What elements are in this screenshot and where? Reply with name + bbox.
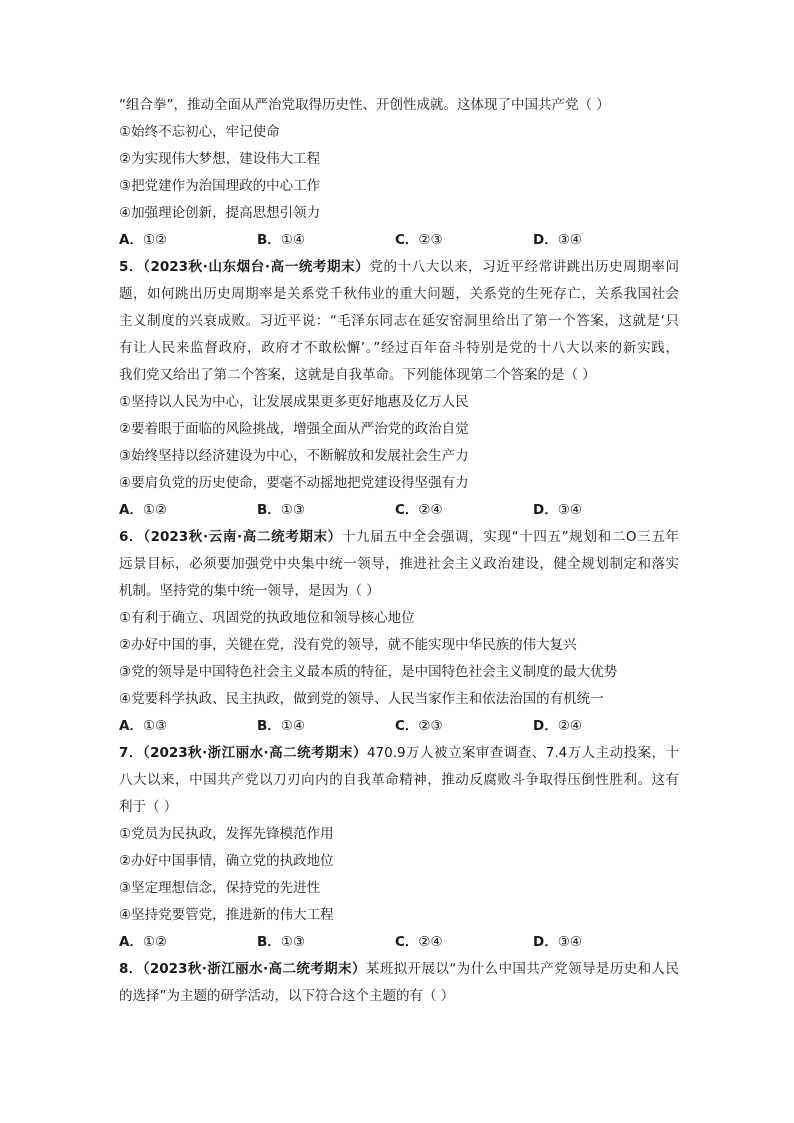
q5-option-c xyxy=(395,497,533,524)
q7-item-2: ②办好中国事情，确立党的执政地位 xyxy=(119,853,334,869)
q5-stem-line-2: 题，如何跳出历史周期率是关系党千秋伟业的重大问题，关系党的生死存亡，关系我国社会 xyxy=(119,286,679,302)
q7-item-3: ③坚定理想信念，保持党的先进性 xyxy=(119,880,321,896)
q4-item-2: ②为实现伟大梦想，建设伟大工程 xyxy=(119,151,321,167)
q6-item-2: ②办好中国的事，关键在党，没有党的领导，就不能实现中华民族的伟大复兴 xyxy=(119,637,577,653)
question-number: 7． xyxy=(119,745,143,761)
q7-option-d xyxy=(533,929,671,956)
page-content xyxy=(119,92,679,1010)
q6-options xyxy=(119,713,679,740)
question-source: （2023秋·浙江丽水·高二统考期末） xyxy=(142,745,367,761)
q4-item-4: ④加强理论创新，提高思想引领力 xyxy=(119,205,321,221)
q7-stem-line-3: 利于（ ） xyxy=(119,799,178,815)
option-text: ③④ xyxy=(557,232,582,248)
option-letter: B． xyxy=(257,718,281,734)
q4-option-a xyxy=(119,227,257,254)
q7-item-1: ①党员为民执政，发挥先锋模范作用 xyxy=(119,826,334,842)
q6-option-b xyxy=(257,713,395,740)
q5-stem-line-5: 我们党又给出了第二个答案，这就是自我革命。下列能体现第二个答案的是（ ） xyxy=(119,367,596,383)
stem-text: 某班拟开展以“为什么中国共产党领导是历史和人民 xyxy=(365,961,679,977)
question-number: 5． xyxy=(119,259,144,275)
q5-item-1: ①坚持以人民为中心，让发展成果更多更好地惠及亿万人民 xyxy=(119,394,469,410)
question-5 xyxy=(119,254,679,524)
q5-option-b xyxy=(257,497,395,524)
q5-option-a xyxy=(119,497,257,524)
q6-item-1: ①有利于确立、巩固党的执政地位和领导核心地位 xyxy=(119,610,415,626)
option-letter: B． xyxy=(257,232,281,248)
option-text: ①② xyxy=(142,232,168,248)
q6-option-d xyxy=(533,713,671,740)
question-4 xyxy=(119,92,679,254)
q4-options xyxy=(119,227,679,254)
option-letter: B． xyxy=(257,934,281,950)
stem-text: 十九届五中全会强调，实现“十四五”规划和二O三五年 xyxy=(341,529,679,545)
q5-option-d xyxy=(533,497,671,524)
q6-stem-line-2: 远景目标，必须要加强党中央集中统一领导，推进社会主义政治建设，健全规划制定和落实 xyxy=(119,556,679,572)
option-text: ②④ xyxy=(557,718,582,734)
option-letter: B． xyxy=(257,502,281,518)
question-number: 6． xyxy=(119,529,144,545)
q7-stem-line-2: 八大以来，中国共产党以刀刃向内的自我革命精神，推动反腐败斗争取得压倒性胜利。这有 xyxy=(119,772,679,788)
q7-options xyxy=(119,929,679,956)
stem-text: 党的十八大以来，习近平经常讲跳出历史周期率问 xyxy=(369,259,679,275)
q5-item-3: ③始终坚持以经济建设为中心，不断解放和发展社会生产力 xyxy=(119,448,469,464)
q6-stem-line-1 xyxy=(119,524,679,551)
question-source: （2023秋·山东烟台·高一统考期末） xyxy=(143,259,370,275)
question-8 xyxy=(119,956,679,1010)
q7-stem-line-1 xyxy=(119,740,679,767)
option-letter: D． xyxy=(533,232,558,248)
option-letter: D． xyxy=(533,718,558,734)
q4-option-b xyxy=(257,227,395,254)
option-letter: C． xyxy=(395,934,419,950)
option-letter: A． xyxy=(119,718,143,734)
option-letter: C． xyxy=(395,502,419,518)
q7-option-c xyxy=(395,929,533,956)
option-text: ②④ xyxy=(418,502,443,518)
option-text: ①③ xyxy=(280,502,306,518)
q7-item-4: ④坚持党要管党，推进新的伟大工程 xyxy=(119,907,334,923)
q6-item-4: ④党要科学执政、民主执政，做到党的领导、人民当家作主和依法治国的有机统一 xyxy=(119,691,604,707)
option-text: ②③ xyxy=(418,232,443,248)
q4-item-1: ①始终不忘初心，牢记使命 xyxy=(119,124,280,140)
q8-stem-line-1 xyxy=(119,956,679,983)
option-text: ②③ xyxy=(418,718,443,734)
option-text: ①④ xyxy=(280,718,306,734)
option-text: ①③ xyxy=(142,718,168,734)
option-letter: D． xyxy=(533,502,558,518)
q7-option-b xyxy=(257,929,395,956)
q7-option-a xyxy=(119,929,257,956)
question-source: （2023秋·浙江丽水·高二统考期末） xyxy=(142,961,366,977)
q4-option-c xyxy=(395,227,533,254)
option-text: ③④ xyxy=(557,934,582,950)
question-source: （2023秋·云南·高二统考期末） xyxy=(143,529,342,545)
option-letter: C． xyxy=(395,718,419,734)
option-text: ②④ xyxy=(418,934,443,950)
option-text: ①② xyxy=(142,934,168,950)
q5-options xyxy=(119,497,679,524)
option-text: ③④ xyxy=(557,502,582,518)
q5-item-4: ④要肩负党的历史使命，要毫不动摇地把党建设得坚强有力 xyxy=(119,475,469,491)
q5-stem-line-4: 有让人民来监督政府，政府才不敢松懈’。”经过百年奋斗特别是党的十八大以来的新实践， xyxy=(119,340,679,356)
q4-option-d xyxy=(533,227,671,254)
q5-stem-line-1 xyxy=(119,254,679,281)
option-letter: D． xyxy=(533,934,558,950)
option-letter: C． xyxy=(395,232,419,248)
q6-item-3: ③党的领导是中国特色社会主义最本质的特征，是中国特色社会主义制度的最大优势 xyxy=(119,664,618,680)
q6-option-c xyxy=(395,713,533,740)
option-letter: A． xyxy=(119,502,143,518)
option-letter: A． xyxy=(119,232,143,248)
q6-option-a xyxy=(119,713,257,740)
option-text: ①③ xyxy=(280,934,306,950)
option-letter: A． xyxy=(119,934,143,950)
q4-item-3: ③把党建作为治国理政的中心工作 xyxy=(119,178,321,194)
option-text: ①④ xyxy=(280,232,306,248)
q5-stem-line-3: 主义制度的兴衰成败。习近平说：“毛泽东同志在延安窑洞里给出了第一个答案，这就是‘只 xyxy=(119,313,679,329)
question-7 xyxy=(119,740,679,956)
q5-item-2: ②要着眼于面临的风险挑战，增强全面从严治党的政治自觉 xyxy=(119,421,469,437)
q8-stem-line-2: 的选择”为主题的研学活动，以下符合这个主题的有（ ） xyxy=(119,988,455,1004)
option-text: ①② xyxy=(142,502,168,518)
stem-text: 470.9万人被立案审查调查、7.4万人主动投案，十 xyxy=(366,745,679,761)
q4-stem-tail: “组合拳”，推动全面从严治党取得历史性、开创性成就。这体现了中国共产党（ ） xyxy=(119,97,610,113)
question-6 xyxy=(119,524,679,740)
q6-stem-line-3: 机制。坚持党的集中统一领导，是因为（ ） xyxy=(119,583,380,599)
question-number: 8． xyxy=(119,961,143,977)
